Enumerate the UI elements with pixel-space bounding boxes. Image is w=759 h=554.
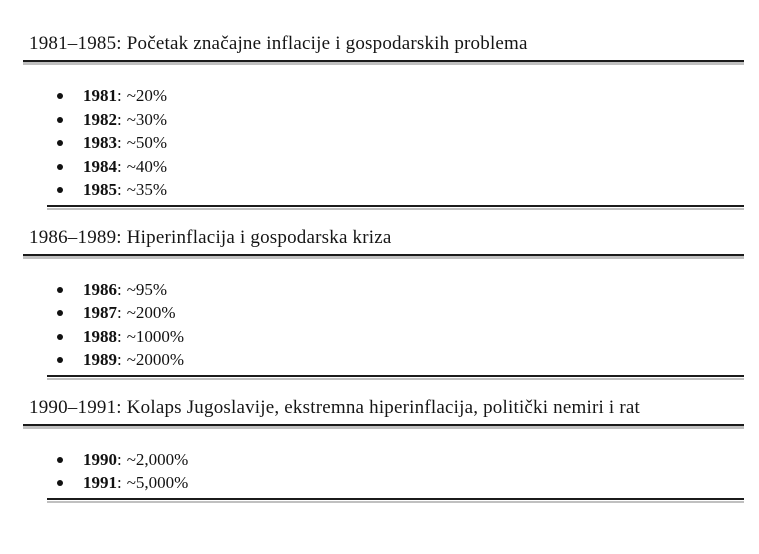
value-label: ~2,000% — [126, 449, 189, 469]
bullet-icon — [57, 480, 63, 486]
bullet-icon — [57, 287, 63, 293]
section-heading: 1990–1991: Kolaps Jugoslavije, ekstremna hiperinflacija, politički nemiri i rat — [23, 397, 744, 426]
separator: : — [117, 86, 122, 105]
inflation-list — [47, 84, 744, 202]
separator: : — [117, 303, 122, 322]
bullet-icon — [57, 117, 63, 123]
section-heading: 1981–1985: Početak značajne inflacije i gospodarskih problema — [23, 33, 744, 62]
year-label: 1986 — [83, 279, 117, 299]
value-label: ~1000% — [126, 326, 185, 346]
year-label: 1982 — [83, 109, 117, 129]
inflation-list — [47, 448, 744, 495]
value-label: ~2000% — [126, 350, 185, 369]
value-label: ~20% — [126, 86, 168, 105]
value-label: ~5,000% — [126, 473, 189, 492]
list-item — [47, 301, 744, 325]
section-1986-1989 — [23, 227, 744, 377]
list-item — [47, 325, 744, 349]
section-1990-1991 — [23, 397, 744, 500]
separator: : — [117, 133, 122, 152]
list-item — [47, 348, 744, 372]
value-label: ~95% — [126, 279, 168, 299]
value-label: ~40% — [126, 156, 168, 176]
year-label: 1990 — [83, 449, 117, 469]
list-item — [47, 84, 744, 108]
separator: : — [117, 156, 122, 176]
list-item — [47, 131, 744, 155]
value-label: ~30% — [126, 109, 168, 129]
bullet-icon — [57, 334, 63, 340]
bullet-icon — [57, 310, 63, 316]
separator: : — [117, 109, 122, 129]
list-item — [47, 155, 744, 179]
year-label: 1991 — [83, 473, 117, 492]
value-label: ~35% — [126, 180, 168, 199]
list-item — [47, 178, 744, 202]
separator: : — [117, 473, 122, 492]
year-label: 1988 — [83, 326, 117, 346]
inflation-list — [47, 278, 744, 372]
list-item — [47, 108, 744, 132]
value-label: ~50% — [126, 133, 168, 152]
bullet-icon — [57, 140, 63, 146]
bullet-icon — [57, 457, 63, 463]
year-label: 1983 — [83, 133, 117, 152]
section-1981-1985 — [23, 33, 744, 207]
section-heading: 1986–1989: Hiperinflacija i gospodarska kriza — [23, 227, 744, 256]
separator: : — [117, 180, 122, 199]
section-divider — [47, 205, 744, 207]
bullet-icon — [57, 164, 63, 170]
list-item — [47, 278, 744, 302]
list-item — [47, 471, 744, 495]
section-divider — [47, 375, 744, 377]
separator: : — [117, 326, 122, 346]
year-label: 1985 — [83, 180, 117, 199]
separator: : — [117, 279, 122, 299]
section-divider — [47, 498, 744, 500]
bullet-icon — [57, 93, 63, 99]
separator: : — [117, 350, 122, 369]
value-label: ~200% — [126, 303, 176, 322]
year-label: 1984 — [83, 156, 117, 176]
bullet-icon — [57, 187, 63, 193]
bullet-icon — [57, 357, 63, 363]
list-item — [47, 448, 744, 472]
year-label: 1989 — [83, 350, 117, 369]
year-label: 1987 — [83, 303, 117, 322]
separator: : — [117, 449, 122, 469]
year-label: 1981 — [83, 86, 117, 105]
